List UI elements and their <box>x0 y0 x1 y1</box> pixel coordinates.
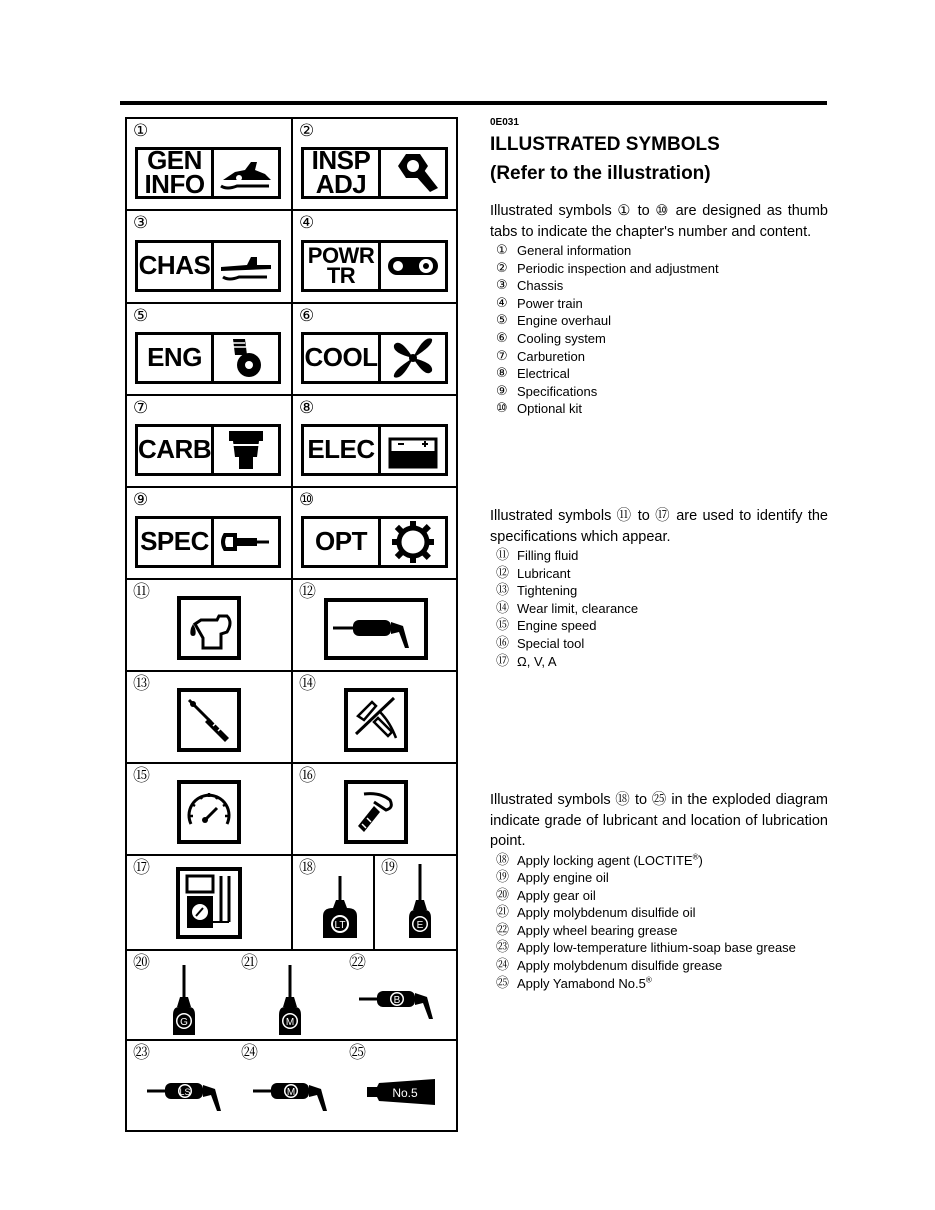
item-text: Cooling system <box>517 330 606 346</box>
tab-label <box>304 243 381 289</box>
tab-label <box>138 243 214 289</box>
list-item <box>496 260 828 278</box>
item-text: Filling fluid <box>517 548 579 563</box>
symbol-cell-18 <box>293 856 373 949</box>
item-number: ⑮ <box>496 618 510 634</box>
oil-can-icon <box>177 596 241 660</box>
item-number: ㉑ <box>496 905 510 921</box>
symbol-number: ⑰ <box>133 858 150 878</box>
symbol-number: ③ <box>133 213 149 233</box>
item-number: ⑫ <box>496 565 510 581</box>
oiler-icon <box>317 872 363 947</box>
multimeter-icon <box>176 867 242 939</box>
item-text-main: Apply Yamabond No.5 <box>517 975 646 991</box>
item-number: ⑧ <box>496 366 508 382</box>
symbol-number: ⑱ <box>299 858 316 878</box>
symbol-cell-11 <box>127 580 291 670</box>
list-item <box>496 547 828 565</box>
tab-label-line: COOL <box>304 342 378 373</box>
lube-letter: B <box>393 995 401 1006</box>
item-text-after: ) <box>698 852 703 868</box>
grease-tube-icon <box>324 598 428 660</box>
item-text: Engine speed <box>517 618 597 634</box>
item-number: ㉔ <box>496 958 510 974</box>
tab-label <box>138 427 214 473</box>
symbol-number: ⑬ <box>133 674 150 694</box>
symbol-number: ⑧ <box>299 398 315 418</box>
item-text: Apply molybdenum disulfide oil <box>517 905 696 921</box>
symbol-cell-10 <box>293 488 458 578</box>
list-item <box>496 330 828 348</box>
symbol-number: ⑦ <box>133 398 149 418</box>
list-item <box>496 904 828 922</box>
section-lubrication <box>490 790 828 992</box>
section-thumb-tabs <box>490 201 828 418</box>
intro-paragraph: Illustrated symbols ① to ⑩ are designed as thumb tabs to indicate the chapter's number and content. <box>490 203 828 240</box>
list-item <box>496 365 828 383</box>
gauge-tool-icon <box>214 519 278 565</box>
symbol-number: ⑪ <box>133 582 150 602</box>
piston-icon <box>214 335 278 381</box>
list-item <box>496 242 828 260</box>
symbol-cell-17 <box>127 856 291 949</box>
symbol-number: ㉑ <box>241 953 258 973</box>
lubrication-list <box>490 852 828 993</box>
list-item <box>496 565 828 583</box>
lube-letter: G <box>180 1017 188 1028</box>
item-text: Carburetion <box>517 348 585 364</box>
thumb-tab-chas <box>135 240 281 292</box>
tab-label-line: POWR <box>307 242 375 268</box>
item-text: Apply engine oil <box>517 870 609 886</box>
symbol-cell-12 <box>293 580 458 670</box>
item-number: ① <box>496 243 508 258</box>
list-item <box>496 582 828 600</box>
item-number: ⑰ <box>496 653 510 669</box>
item-number: ⑪ <box>496 548 510 563</box>
item-number: ⑦ <box>496 348 508 364</box>
item-text: Apply low-temperature lithium-soap base grease <box>517 940 796 956</box>
list-item <box>496 400 828 418</box>
item-number: ⑬ <box>496 583 510 599</box>
tachometer-icon <box>177 780 241 844</box>
symbol-cell-15 <box>127 764 291 854</box>
item-text: Apply molybdenum disulfide grease <box>517 958 723 974</box>
oiler-icon <box>405 862 435 947</box>
thumb-tab-spec <box>135 516 281 568</box>
item-number: ⑩ <box>496 401 508 417</box>
list-item <box>496 957 828 975</box>
item-number: ㉕ <box>496 975 510 991</box>
list-item <box>496 869 828 887</box>
grease-tube-icon <box>145 1075 235 1120</box>
ski-chassis-icon <box>214 243 278 289</box>
item-number: ⑭ <box>496 600 510 616</box>
carburetor-icon <box>214 427 278 473</box>
symbol-number: ㉒ <box>349 953 366 973</box>
symbol-cell-9 <box>127 488 291 578</box>
tab-label-line: GEN <box>147 145 202 176</box>
symbol-cell-row-20-22 <box>127 951 458 1039</box>
symbol-cell-13 <box>127 672 291 762</box>
list-item <box>496 295 828 313</box>
item-number: ⑤ <box>496 313 508 329</box>
wrench-nut-icon <box>381 150 445 196</box>
symbol-cell-7 <box>127 396 291 486</box>
oiler-icon <box>169 963 199 1044</box>
symbol-cell-16 <box>293 764 458 854</box>
thumb-tab-gen-info <box>135 147 281 199</box>
list-item <box>496 653 828 671</box>
thumb-tab-opt <box>301 516 448 568</box>
item-text: Special tool <box>517 635 585 651</box>
item-number: ⑨ <box>496 383 508 399</box>
spec-symbol-list <box>490 547 828 670</box>
item-text: Electrical <box>517 366 570 382</box>
tab-label-line: INSP <box>311 145 371 176</box>
list-item <box>496 852 828 870</box>
symbol-number: ⑮ <box>133 766 150 786</box>
battery-icon <box>381 427 445 473</box>
list-item <box>496 277 828 295</box>
thumb-tab-powr-tr <box>301 240 448 292</box>
item-text <box>517 975 652 993</box>
lube-letter: M <box>286 1087 296 1098</box>
symbol-number: ⑭ <box>299 674 316 694</box>
item-text: Tightening <box>517 583 578 599</box>
symbol-number: ⑳ <box>133 953 150 973</box>
symbol-cell-5 <box>127 304 291 394</box>
item-number: ㉓ <box>496 940 510 956</box>
symbol-number: ㉕ <box>349 1043 366 1063</box>
tab-label-line: ADJ <box>315 169 367 199</box>
symbol-number: ⑤ <box>133 306 149 326</box>
tab-label-line: CHAS <box>138 250 211 281</box>
item-number: ⑱ <box>496 852 510 868</box>
lube-letter: LS <box>179 1087 191 1097</box>
item-text: Engine overhaul <box>517 313 611 329</box>
section-code: 0E031 <box>490 117 519 128</box>
page-title: ILLUSTRATED SYMBOLS <box>490 134 720 155</box>
list-item <box>496 922 828 940</box>
item-number: ⑲ <box>496 870 510 886</box>
chapter-list <box>490 242 828 418</box>
oiler-icon <box>275 963 305 1044</box>
symbol-number: ㉓ <box>133 1043 150 1063</box>
symbol-number: ⑩ <box>299 490 315 510</box>
symbol-cell-1 <box>127 119 291 209</box>
symbol-number: ① <box>133 121 149 141</box>
thumb-tab-cool <box>301 332 448 384</box>
lube-letter: No.5 <box>392 1086 418 1100</box>
symbol-cell-2 <box>293 119 458 209</box>
item-text: Periodic inspection and adjustment <box>517 260 719 276</box>
tab-label-line: INFO <box>144 169 205 199</box>
tab-label <box>304 519 381 565</box>
tab-label <box>138 519 214 565</box>
item-text-main: Apply locking agent (LOCTITE <box>517 852 693 868</box>
grease-tube-icon <box>251 1075 341 1120</box>
list-item <box>496 617 828 635</box>
tab-label <box>138 335 214 381</box>
symbol-number: ㉔ <box>241 1043 258 1063</box>
item-text: Optional kit <box>517 401 583 417</box>
list-item <box>496 348 828 366</box>
symbol-number: ⑯ <box>299 766 316 786</box>
item-text: Apply gear oil <box>517 887 596 903</box>
tab-label-line: CARB <box>138 434 212 465</box>
symbol-number: ② <box>299 121 315 141</box>
symbol-cell-8 <box>293 396 458 486</box>
snowmobile-icon <box>214 150 278 196</box>
sealant-tube-icon <box>365 1075 439 1120</box>
symbol-cell-4 <box>293 211 458 302</box>
thumb-tab-eng <box>135 332 281 384</box>
text-column <box>490 117 828 991</box>
item-text: Lubricant <box>517 565 571 581</box>
thumb-tab-carb <box>135 424 281 476</box>
intro-paragraph: Illustrated symbols ⑪ to ⑰ are used to identify the specifications which appear. <box>490 508 828 545</box>
registered-mark: ® <box>692 852 699 862</box>
symbol-number: ⑲ <box>381 858 398 878</box>
lube-letter: E <box>416 920 424 931</box>
item-text: Wear limit, clearance <box>517 600 639 616</box>
caliper-icon <box>344 688 408 752</box>
fan-icon <box>381 335 445 381</box>
thumb-tab-insp-adj <box>301 147 448 199</box>
symbols-illustration <box>125 117 458 1132</box>
item-text: General information <box>517 243 632 258</box>
page-subtitle: (Refer to the illustration) <box>490 163 711 184</box>
item-text: Specifications <box>517 383 598 399</box>
special-tool-icon <box>344 780 408 844</box>
list-item <box>496 975 828 993</box>
item-text: Apply wheel bearing grease <box>517 922 678 938</box>
lube-letter: M <box>285 1017 295 1028</box>
list-item <box>496 887 828 905</box>
list-item <box>496 939 828 957</box>
list-item <box>496 600 828 618</box>
item-text <box>517 852 703 870</box>
symbol-cell-14 <box>293 672 458 762</box>
symbol-number: ④ <box>299 213 315 233</box>
tab-label <box>304 427 381 473</box>
registered-mark: ® <box>645 975 652 985</box>
symbol-cell-3 <box>127 211 291 302</box>
thumb-tab-elec <box>301 424 448 476</box>
intro-paragraph: Illustrated symbols ⑱ to ㉕ in the exploded diagram indicate grade of lubricant and location of lubrication point. <box>490 792 828 849</box>
tab-label <box>304 335 381 381</box>
item-text: Power train <box>517 295 583 311</box>
torque-wrench-icon <box>177 688 241 752</box>
item-text: Chassis <box>517 278 564 294</box>
symbol-cell-row-23-25 <box>127 1041 458 1130</box>
list-item <box>496 312 828 330</box>
grease-tube-icon <box>357 983 447 1028</box>
tab-label-line: ENG <box>147 342 202 373</box>
top-rule <box>120 101 827 105</box>
list-item <box>496 635 828 653</box>
tab-label-line: SPEC <box>140 526 209 557</box>
item-number: ③ <box>496 278 508 294</box>
gear-icon <box>381 519 445 565</box>
symbol-number: ⑫ <box>299 582 316 602</box>
tab-label-line: TR <box>326 263 356 288</box>
item-number: ㉒ <box>496 922 510 938</box>
tab-label-line: ELEC <box>307 434 375 465</box>
item-number: ② <box>496 260 508 276</box>
item-number: ⑥ <box>496 330 508 346</box>
tab-label-line: OPT <box>315 526 367 557</box>
tab-label <box>304 145 381 199</box>
section-specifications <box>490 506 828 670</box>
drive-belt-icon <box>381 243 445 289</box>
item-text: Ω, V, A <box>517 653 557 669</box>
symbol-number: ⑨ <box>133 490 149 510</box>
item-number: ⑳ <box>496 887 510 903</box>
item-number: ④ <box>496 295 508 311</box>
symbol-number: ⑥ <box>299 306 315 326</box>
lube-letter: LT <box>334 920 346 931</box>
list-item <box>496 383 828 401</box>
symbol-cell-19 <box>375 856 458 949</box>
tab-label <box>138 145 214 199</box>
item-number: ⑯ <box>496 635 510 651</box>
symbol-cell-6 <box>293 304 458 394</box>
